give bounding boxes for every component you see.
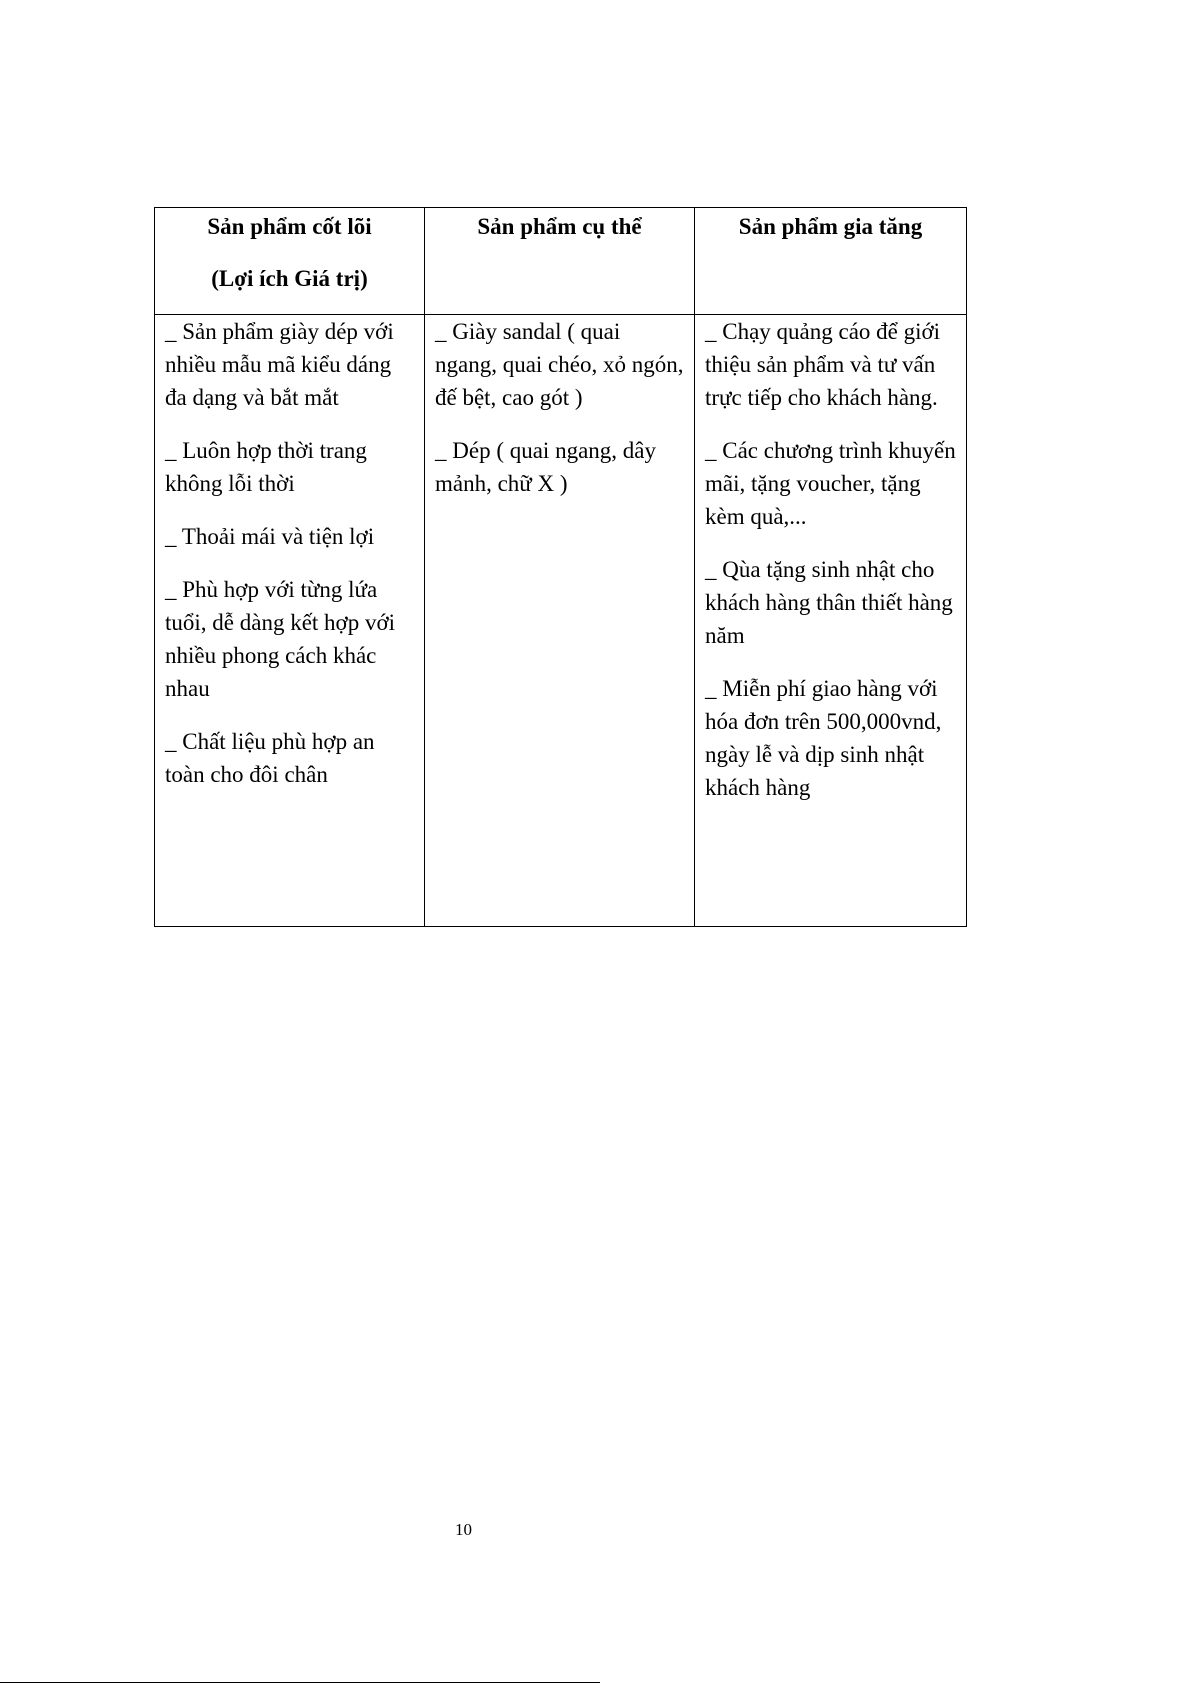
list-item: _ Các chương trình khuyến mãi, tặng voucher, tặng kèm quà,...: [705, 438, 956, 529]
header-actual-product: [425, 208, 695, 315]
core-product-cell: [155, 315, 425, 927]
augmented-product-cell: [695, 315, 967, 927]
list-item: _ Sản phẩm giày dép với nhiều mẫu mã kiểu dáng đa dạng và bắt mắt: [165, 319, 394, 410]
header-actual-title: Sản phẩm cụ thể: [477, 214, 642, 239]
list-item: _ Thoải mái và tiện lợi: [165, 524, 375, 549]
list-item: _ Dép ( quai ngang, dây mảnh, chữ X ): [435, 438, 656, 496]
list-item: _ Miễn phí giao hàng với hóa đơn trên 500,000vnd, ngày lễ và dịp sinh nhật khách hàng: [705, 676, 942, 800]
header-core-subtitle: (Lợi ích Giá trị): [211, 266, 368, 291]
list-item: _ Phù hợp với từng lứa tuổi, dễ dàng kết hợp với nhiều phong cách khác nhau: [165, 577, 396, 701]
product-levels-table: [154, 207, 967, 927]
list-item: _ Qùa tặng sinh nhật cho khách hàng thân thiết hàng năm: [705, 557, 953, 648]
header-core-product: [155, 208, 425, 315]
page-number: 10: [455, 1520, 472, 1539]
table-header-row: [155, 208, 967, 315]
actual-product-cell: [425, 315, 695, 927]
header-augmented-title: Sản phẩm gia tăng: [738, 214, 923, 239]
header-augmented-product: [695, 208, 967, 315]
bottom-divider: [0, 1682, 600, 1683]
list-item: _ Chất liệu phù hợp an toàn cho đôi chân: [165, 729, 375, 787]
list-item: _ Chạy quảng cáo để giới thiệu sản phẩm và tư vấn trực tiếp cho khách hàng.: [705, 319, 941, 410]
table-row: [155, 315, 967, 927]
list-item: _ Giày sandal ( quai ngang, quai chéo, xỏ ngón, đế bệt, cao gót ): [435, 319, 684, 410]
header-core-title: Sản phẩm cốt lõi: [207, 214, 372, 239]
list-item: _ Luôn hợp thời trang không lỗi thời: [165, 438, 367, 496]
